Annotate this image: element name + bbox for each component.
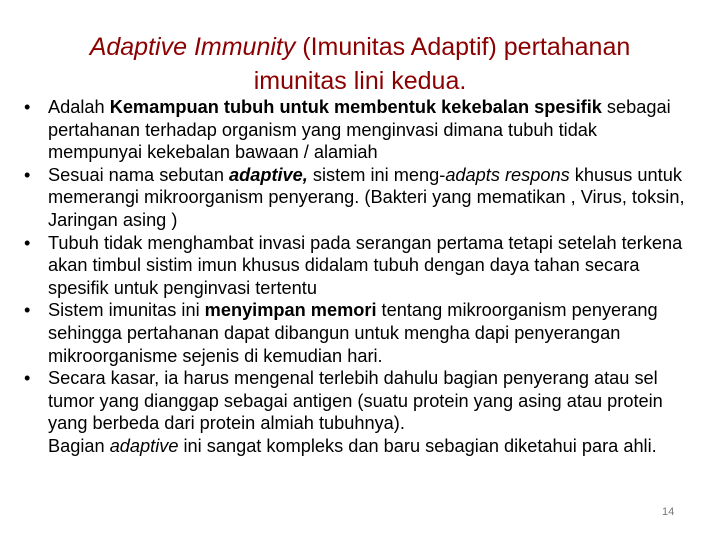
slide-title xyxy=(60,30,660,98)
bullet-text: Secara kasar, ia harus mengenal terlebih dahulu bagian penyerang atau sel tumor yang dianggap sebagai antigen (suatu protein yang asing atau protein yang berbeda dari protein almiah tubuhnya). xyxy=(48,368,663,434)
bullet-text: Sistem imunitas ini xyxy=(48,300,205,321)
bullet-text: Adalah xyxy=(48,97,110,117)
bullet-text: sebagai pertahanan terhadap organism yang menginvasi dimana tubuh tidak mempunyai kekebalan bawaan / alamiah xyxy=(48,97,671,163)
continuation-italic: adaptive xyxy=(109,435,179,456)
bullet-item-5 xyxy=(24,367,694,435)
page-number: 14 xyxy=(662,506,675,518)
bullet-emphasis: menyimpan memori xyxy=(204,300,377,321)
continuation-paragraph xyxy=(24,435,694,458)
title-term: Adaptive Immunity xyxy=(89,33,296,61)
bullet-icon: • xyxy=(24,97,31,117)
title-line2: imunitas lini kedua. xyxy=(253,67,467,95)
bullet-icon: • xyxy=(24,232,31,253)
bullet-text: tentang mikroorganism penyerang sehingga pertahanan dapat dibangun untuk mengha dapi penyerangan mikroorganisme sejenis di kemudian hari. xyxy=(48,300,658,366)
bullet-item-2 xyxy=(24,164,694,232)
bullet-icon: • xyxy=(24,368,31,389)
bullet-icon: • xyxy=(24,300,31,321)
title-rest: (Imunitas Adaptif) pertahanan xyxy=(295,33,631,61)
bullet-list xyxy=(24,96,694,458)
bullet-item-1 xyxy=(24,96,694,164)
bullet-text: Sesuai nama sebutan xyxy=(48,164,229,185)
bullet-item-3 xyxy=(24,232,694,300)
bullet-emphasis: Kemampuan tubuh untuk membentuk kekebalan spesifik xyxy=(109,97,602,117)
continuation-text: Bagian xyxy=(48,435,110,456)
bullet-text: Tubuh tidak menghambat invasi pada serangan pertama tetapi setelah terkena akan timbul sistim imun khusus didalam tubuh dengan daya tahan secara spesifik untuk penginvasi tertentu xyxy=(48,232,683,298)
bullet-text: khusus untuk memerangi mikroorganism penyerang. (Bakteri yang mematikan , Virus, toksin, Jaringan asing ) xyxy=(48,164,685,230)
bullet-italic: adapts respons xyxy=(445,164,570,185)
bullet-emphasis: adaptive, xyxy=(229,164,308,185)
bullet-text: sistem ini meng- xyxy=(307,164,446,185)
continuation-text: ini sangat kompleks dan baru sebagian diketahui para ahli. xyxy=(178,435,657,456)
bullet-item-4 xyxy=(24,299,694,367)
bullet-icon: • xyxy=(24,164,31,185)
